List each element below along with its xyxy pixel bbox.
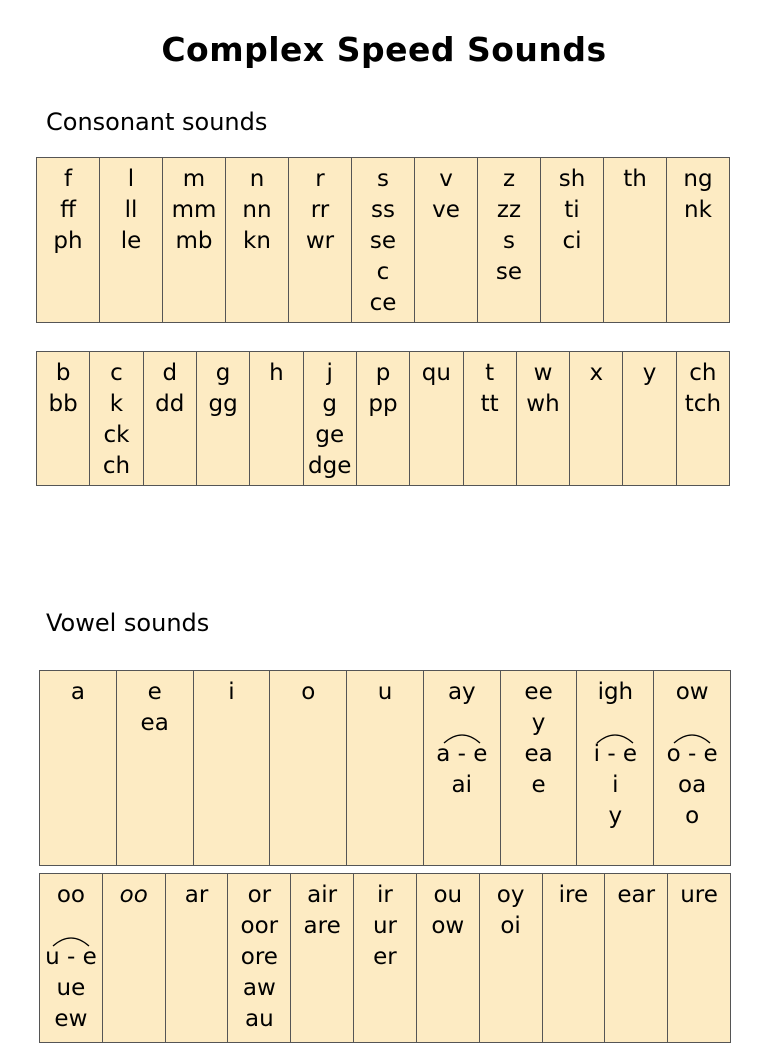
- grapheme: [250, 164, 265, 195]
- grapheme-text: wh: [526, 391, 560, 417]
- grapheme: [125, 195, 138, 226]
- grapheme-text: oa: [678, 772, 707, 798]
- grapheme: [564, 195, 579, 226]
- grapheme-text: ire: [558, 882, 589, 908]
- grapheme-text: are: [303, 913, 341, 939]
- grapheme: [370, 288, 397, 319]
- grapheme-text: g: [215, 360, 231, 386]
- grapheme-text: or: [247, 882, 272, 908]
- grapheme-text: gg: [208, 391, 238, 417]
- grapheme: [368, 389, 397, 420]
- grapheme: [562, 226, 581, 257]
- grapheme-text: u: [377, 679, 393, 705]
- grapheme: [315, 164, 324, 195]
- split-digraph-grapheme: [594, 739, 637, 770]
- grapheme-text: aw: [242, 975, 276, 1001]
- grapheme-text: ve: [432, 197, 460, 223]
- grapheme-text: oi: [500, 913, 521, 939]
- grapheme-text: au: [245, 1006, 274, 1032]
- grapheme: [485, 358, 494, 389]
- sound-cell: [40, 671, 116, 865]
- grapheme: [678, 770, 706, 801]
- grapheme: [683, 164, 712, 195]
- grapheme: [315, 420, 344, 451]
- grapheme: [377, 257, 390, 288]
- grapheme: [689, 358, 716, 389]
- grapheme-text: ge: [315, 422, 345, 448]
- grapheme: [110, 358, 123, 389]
- grapheme-text: l: [127, 166, 135, 192]
- sound-cell: [423, 671, 500, 865]
- grapheme: [120, 880, 148, 911]
- grapheme-text: tt: [480, 391, 499, 417]
- grapheme-text: i: [228, 679, 235, 705]
- grapheme-text: o - e: [666, 741, 718, 767]
- grapheme-text: s: [377, 166, 389, 192]
- sound-cell: [290, 874, 353, 1042]
- sound-cell: [193, 671, 270, 865]
- grapheme-text: ll: [124, 197, 138, 223]
- grapheme: [598, 677, 634, 708]
- grapheme-text: z: [502, 166, 516, 192]
- grapheme: [327, 358, 333, 389]
- sound-cell: [303, 352, 356, 485]
- grapheme: [617, 880, 655, 911]
- grapheme-text: oy: [496, 882, 525, 908]
- grapheme-text: ch: [102, 453, 131, 479]
- grapheme-text: ce: [369, 290, 397, 316]
- grapheme-text: n: [249, 166, 265, 192]
- split-digraph-grapheme: [45, 942, 97, 973]
- grapheme-text: y: [531, 710, 546, 736]
- sound-cell: [569, 352, 622, 485]
- sound-cell: [116, 671, 193, 865]
- sound-cell: [346, 671, 423, 865]
- grapheme-text: c: [376, 259, 390, 285]
- grapheme: [370, 226, 396, 257]
- grapheme: [559, 880, 589, 911]
- grapheme-text: ear: [617, 882, 656, 908]
- sound-cell: [516, 352, 569, 485]
- grapheme-text: dd: [155, 391, 185, 417]
- grapheme: [373, 911, 397, 942]
- sound-cell: [667, 874, 730, 1042]
- sound-cell: [162, 158, 225, 322]
- grapheme-text: k: [109, 391, 124, 417]
- grapheme-text: le: [120, 228, 142, 254]
- grapheme-text: ea: [524, 741, 553, 767]
- grapheme: [307, 880, 337, 911]
- grapheme: [534, 358, 553, 389]
- grapheme: [103, 420, 129, 451]
- grapheme-text: ea: [140, 710, 169, 736]
- grapheme: [452, 770, 472, 801]
- grapheme: [121, 226, 142, 257]
- sound-cell: [249, 352, 302, 485]
- sound-cell: [288, 158, 351, 322]
- grapheme-text: ph: [53, 228, 83, 254]
- grapheme: [532, 770, 546, 801]
- grapheme: [684, 195, 712, 226]
- sound-cell: [165, 874, 228, 1042]
- grapheme-text: ore: [240, 944, 278, 970]
- grapheme-text: a - e: [436, 741, 488, 767]
- sound-cell: [653, 671, 730, 865]
- grapheme: [422, 358, 451, 389]
- grapheme-text: ur: [372, 913, 397, 939]
- grapheme: [503, 226, 515, 257]
- grapheme-text: t: [485, 360, 495, 386]
- sound-cell: [40, 874, 102, 1042]
- grapheme-text: ee: [524, 679, 553, 705]
- grapheme-text: ng: [683, 166, 713, 192]
- sound-cell: [102, 874, 165, 1042]
- grapheme: [497, 195, 521, 226]
- sound-cell: [353, 874, 416, 1042]
- grapheme-text: x: [589, 360, 604, 386]
- grapheme: [304, 911, 341, 942]
- grapheme: [155, 389, 184, 420]
- consonant-grid-row-2: [36, 351, 730, 486]
- grapheme: [676, 677, 709, 708]
- grapheme-text: dge: [308, 453, 352, 479]
- sound-cell: [225, 158, 288, 322]
- grapheme-text: mb: [175, 228, 213, 254]
- grapheme-text: nn: [242, 197, 272, 223]
- grapheme-text: ow: [675, 679, 709, 705]
- grapheme-text: oor: [240, 913, 279, 939]
- grapheme-text: tch: [684, 391, 722, 417]
- grapheme: [71, 677, 85, 708]
- grapheme: [175, 226, 212, 257]
- grapheme-text: er: [373, 944, 397, 970]
- grapheme-text: w: [533, 360, 553, 386]
- grapheme-text: ck: [103, 422, 130, 448]
- grapheme: [609, 801, 623, 832]
- grapheme-text: wr: [305, 228, 335, 254]
- grapheme: [185, 880, 209, 911]
- grapheme: [532, 708, 546, 739]
- grapheme: [481, 389, 499, 420]
- grapheme-text: air: [307, 882, 338, 908]
- sound-cell: [477, 158, 540, 322]
- grapheme: [612, 770, 618, 801]
- grapheme: [524, 739, 552, 770]
- grapheme-text: ew: [54, 1006, 88, 1032]
- grapheme-text: ti: [564, 197, 580, 223]
- grapheme-text: ir: [377, 882, 393, 908]
- grapheme: [53, 226, 82, 257]
- grapheme-text: bb: [48, 391, 78, 417]
- grapheme: [448, 677, 476, 708]
- grapheme: [439, 164, 453, 195]
- vowel-grid-row-1: [39, 670, 731, 866]
- grapheme-text: sh: [558, 166, 586, 192]
- grapheme-text: ff: [60, 197, 76, 223]
- grapheme: [162, 358, 177, 389]
- grapheme: [148, 677, 162, 708]
- grapheme-text: ow: [431, 913, 465, 939]
- sound-cell: [540, 158, 603, 322]
- grapheme-text: i: [612, 772, 619, 798]
- grapheme-text: ci: [562, 228, 582, 254]
- grapheme: [311, 195, 330, 226]
- grapheme: [49, 389, 78, 420]
- sound-cell: [542, 874, 605, 1042]
- grapheme-text: se: [495, 259, 523, 285]
- grapheme-text: m: [182, 166, 206, 192]
- grapheme-text: qu: [421, 360, 451, 386]
- sound-cell: [622, 352, 675, 485]
- grapheme: [241, 911, 279, 942]
- split-digraph-grapheme: [436, 739, 487, 770]
- grapheme-text: igh: [597, 679, 634, 705]
- grapheme: [56, 358, 71, 389]
- sound-cell: [479, 874, 542, 1042]
- consonant-grid-row-1: [36, 157, 730, 323]
- sound-cell: [356, 352, 409, 485]
- sound-cell: [143, 352, 196, 485]
- grapheme: [524, 677, 552, 708]
- grapheme-text: ure: [680, 882, 718, 908]
- grapheme-text: a: [70, 679, 85, 705]
- grapheme-text: ai: [451, 772, 473, 798]
- grapheme: [685, 801, 699, 832]
- sound-cell: [416, 874, 479, 1042]
- grapheme-text: b: [55, 360, 71, 386]
- grapheme: [308, 451, 351, 482]
- grapheme: [248, 880, 272, 911]
- grapheme-text: nk: [684, 197, 712, 223]
- grapheme: [110, 389, 123, 420]
- grapheme-text: y: [608, 803, 623, 829]
- vowel-grid-row-2: [39, 873, 731, 1043]
- sound-cell: [89, 352, 142, 485]
- sound-cell: [676, 352, 729, 485]
- grapheme-text: o: [301, 679, 316, 705]
- grapheme-text: zz: [496, 197, 522, 223]
- grapheme-text: oo: [119, 882, 148, 908]
- grapheme: [54, 1004, 87, 1035]
- sound-cell: [37, 352, 89, 485]
- sound-cell: [463, 352, 516, 485]
- grapheme: [141, 708, 169, 739]
- grapheme: [377, 164, 389, 195]
- grapheme: [242, 195, 271, 226]
- grapheme: [433, 880, 462, 911]
- split-digraph-grapheme: [667, 739, 718, 770]
- grapheme: [183, 164, 205, 195]
- grapheme-text: rr: [310, 197, 330, 223]
- grapheme: [503, 164, 515, 195]
- sound-cell: [500, 671, 577, 865]
- sound-cell: [351, 158, 414, 322]
- grapheme: [497, 880, 525, 911]
- sound-cell: [37, 158, 99, 322]
- sound-cell: [576, 671, 653, 865]
- grapheme-text: o: [685, 803, 700, 829]
- grapheme-text: e: [147, 679, 162, 705]
- grapheme: [103, 451, 130, 482]
- grapheme-text: oo: [56, 882, 85, 908]
- grapheme: [643, 358, 657, 389]
- grapheme-text: ar: [184, 882, 209, 908]
- sound-cell: [196, 352, 249, 485]
- grapheme: [322, 389, 337, 420]
- grapheme: [243, 226, 271, 257]
- grapheme: [216, 358, 231, 389]
- grapheme-text: g: [322, 391, 338, 417]
- vowel-sounds-label: Vowel sounds: [46, 609, 210, 637]
- grapheme-text: s: [503, 228, 515, 254]
- grapheme-text: ss: [371, 197, 395, 223]
- grapheme: [373, 942, 397, 973]
- grapheme: [496, 257, 522, 288]
- grapheme: [431, 911, 464, 942]
- grapheme: [228, 677, 234, 708]
- grapheme: [589, 358, 603, 389]
- grapheme-text: e: [531, 772, 546, 798]
- grapheme: [623, 164, 647, 195]
- grapheme: [680, 880, 718, 911]
- grapheme: [685, 389, 721, 420]
- grapheme-text: mm: [171, 197, 217, 223]
- grapheme: [377, 880, 393, 911]
- grapheme: [57, 880, 85, 911]
- grapheme: [57, 973, 86, 1004]
- grapheme: [208, 389, 237, 420]
- grapheme-text: ou: [433, 882, 463, 908]
- grapheme-text: y: [642, 360, 657, 386]
- sound-cell: [666, 158, 729, 322]
- grapheme: [306, 226, 334, 257]
- grapheme-text: th: [623, 166, 647, 192]
- grapheme-text: c: [110, 360, 123, 386]
- grapheme-text: j: [326, 360, 333, 386]
- sound-cell: [604, 874, 667, 1042]
- grapheme-text: h: [269, 360, 284, 386]
- grapheme: [526, 389, 559, 420]
- sound-cell: [409, 352, 462, 485]
- grapheme: [172, 195, 217, 226]
- grapheme: [378, 677, 393, 708]
- grapheme-text: d: [162, 360, 178, 386]
- grapheme-text: kn: [243, 228, 271, 254]
- grapheme-text: ay: [447, 679, 476, 705]
- grapheme-text: ch: [689, 360, 717, 386]
- grapheme: [500, 911, 520, 942]
- grapheme: [371, 195, 395, 226]
- grapheme-text: u - e: [45, 944, 97, 970]
- sound-cell: [414, 158, 477, 322]
- grapheme: [128, 164, 134, 195]
- grapheme: [245, 1004, 274, 1035]
- grapheme-text: i - e: [593, 741, 638, 767]
- page-title: Complex Speed Sounds: [161, 30, 607, 69]
- grapheme: [60, 195, 76, 226]
- grapheme-text: r: [315, 166, 325, 192]
- grapheme: [301, 677, 315, 708]
- consonant-sounds-label: Consonant sounds: [46, 108, 268, 136]
- sound-cell: [269, 671, 346, 865]
- grapheme-text: v: [439, 166, 453, 192]
- grapheme: [432, 195, 460, 226]
- sound-cell: [227, 874, 290, 1042]
- grapheme: [243, 973, 276, 1004]
- grapheme: [559, 164, 586, 195]
- grapheme: [376, 358, 391, 389]
- grapheme: [64, 164, 72, 195]
- grapheme-text: ue: [56, 975, 86, 1001]
- grapheme-text: se: [369, 228, 397, 254]
- grapheme-text: pp: [368, 391, 398, 417]
- sound-cell: [99, 158, 162, 322]
- grapheme-text: f: [63, 166, 73, 192]
- grapheme-text: p: [375, 360, 391, 386]
- grapheme: [241, 942, 278, 973]
- grapheme: [269, 358, 284, 389]
- sound-cell: [603, 158, 666, 322]
